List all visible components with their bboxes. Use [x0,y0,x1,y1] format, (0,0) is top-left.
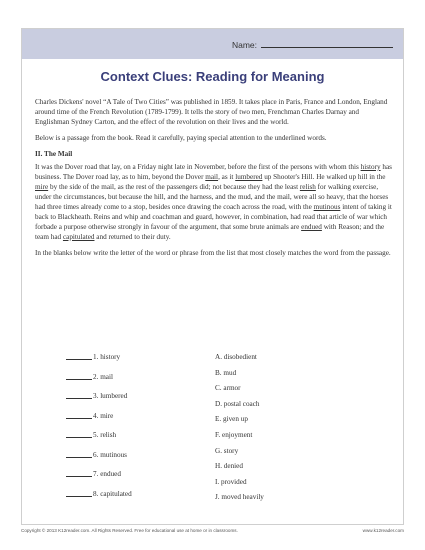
copyright-text: Copyright © 2013 K12reader.com. All Rights Reserved. Free for educational use at home or in classrooms. [21,528,238,533]
answer-blank[interactable] [66,352,92,360]
answer-blank[interactable] [66,469,92,477]
worksheet-title: Context Clues: Reading for Meaning [100,69,325,84]
answer-blank[interactable] [66,489,92,497]
vocab-word: relish [299,183,316,191]
name-label: Name: [231,40,257,50]
question-label: 1. history [93,353,121,361]
website-link[interactable]: www.k12reader.com [362,528,404,533]
passage-text: It was the Dover road that lay, on a Friday night late in November, before the first of the persons with whom this [35,163,361,171]
answer-blank[interactable] [66,372,92,380]
answer-choice: F. enjoyment [215,430,253,439]
question-row [66,469,132,489]
question-column [66,352,132,508]
vocab-word: capitulated [62,233,95,241]
question-label: 3. lumbered [93,392,128,400]
question-label: 7. endued [93,470,121,478]
name-field[interactable] [232,40,393,50]
passage-paragraph [35,162,392,242]
answer-blank[interactable] [66,450,92,458]
vocab-word: mail [205,173,219,181]
question-label: 8. capitulated [93,489,132,498]
instructions-paragraph: Below is a passage from the book. Read it carefully, paying special attention to the underlined words. [35,134,327,142]
header-band [22,29,403,59]
passage-text: by the side of the mail, as the rest of the passengers did; not because they had the least [48,183,300,191]
vocab-word: mutinous [313,203,341,211]
reading-content [35,97,392,264]
passage-text: intent of taking it back to Blackheath. Reins and whip and coachman and guard, however, in combination, had read that article of war which forbade a purpose otherwise strongly in favour of the argument, that some brute animals are [35,203,392,231]
answer-choice: H. denied [215,462,243,471]
answer-choice: C. armor [215,384,241,393]
answer-blank[interactable] [66,430,92,438]
answer-choice: D. postal coach [215,399,260,408]
passage-text: for walking exercise, under the circumstances, but because the hill, and the harness, and the mud, and the mail, were all so heavy, that the horses had three times already come to a stop, besides once drawing the coach across the road, with the [35,183,389,211]
answer-choice: J. moved heavily [215,493,264,502]
question-row [66,430,132,450]
question-row [66,489,132,509]
answer-choice: I. provided [215,477,247,486]
question-row [66,372,132,392]
intro-paragraph: Charles Dickens' novel “A Tale of Two Cities” was published in 1859. It takes place in Paris, France and London, England around time of the French Revolution (1789-1799). It tells the story of two men, Frenchman Charles Darnay and Englishman Sydney Carton, and the effect of the revolution on their lives and the world. [35,98,388,126]
vocab-word: endued [301,223,322,231]
answer-choice: E. given up [215,415,248,424]
question-label: 2. mail [93,372,113,381]
passage-text: and returned to their duty. [94,233,171,241]
answer-blank[interactable] [66,411,92,419]
question-label: 6. mutinous [93,450,127,459]
section-heading: II. The Mail [35,150,73,158]
passage-text: , as it [218,173,236,181]
question-label: 5. relish [93,431,117,439]
vocab-word: mire [35,183,49,191]
passage-text: has business. The Dover road lay, as to him, beyond the Dover [35,163,392,181]
passage-text: up Shooter's Hill. He walked up hill in the [262,173,386,181]
vocab-word: history [360,163,381,171]
question-row [66,411,132,431]
matching-instructions: In the blanks below write the letter of the word or phrase from the list that most closely matches the word from the passage. [35,249,391,257]
answer-blank[interactable] [66,391,92,399]
question-row [66,391,132,411]
answer-choice: B. mud [215,368,237,377]
footer [21,528,404,533]
answer-choice: A. disobedient [215,353,257,361]
passage-text: with Reason; and the team had [35,223,385,241]
answer-choice: G. story [215,446,239,455]
question-label: 4. mire [93,411,114,420]
vocab-word: lumbered [235,173,263,181]
question-row [66,352,132,372]
name-underline[interactable] [261,47,393,48]
matching-exercise [13,352,370,502]
answer-column [215,352,264,508]
question-row [66,450,132,470]
